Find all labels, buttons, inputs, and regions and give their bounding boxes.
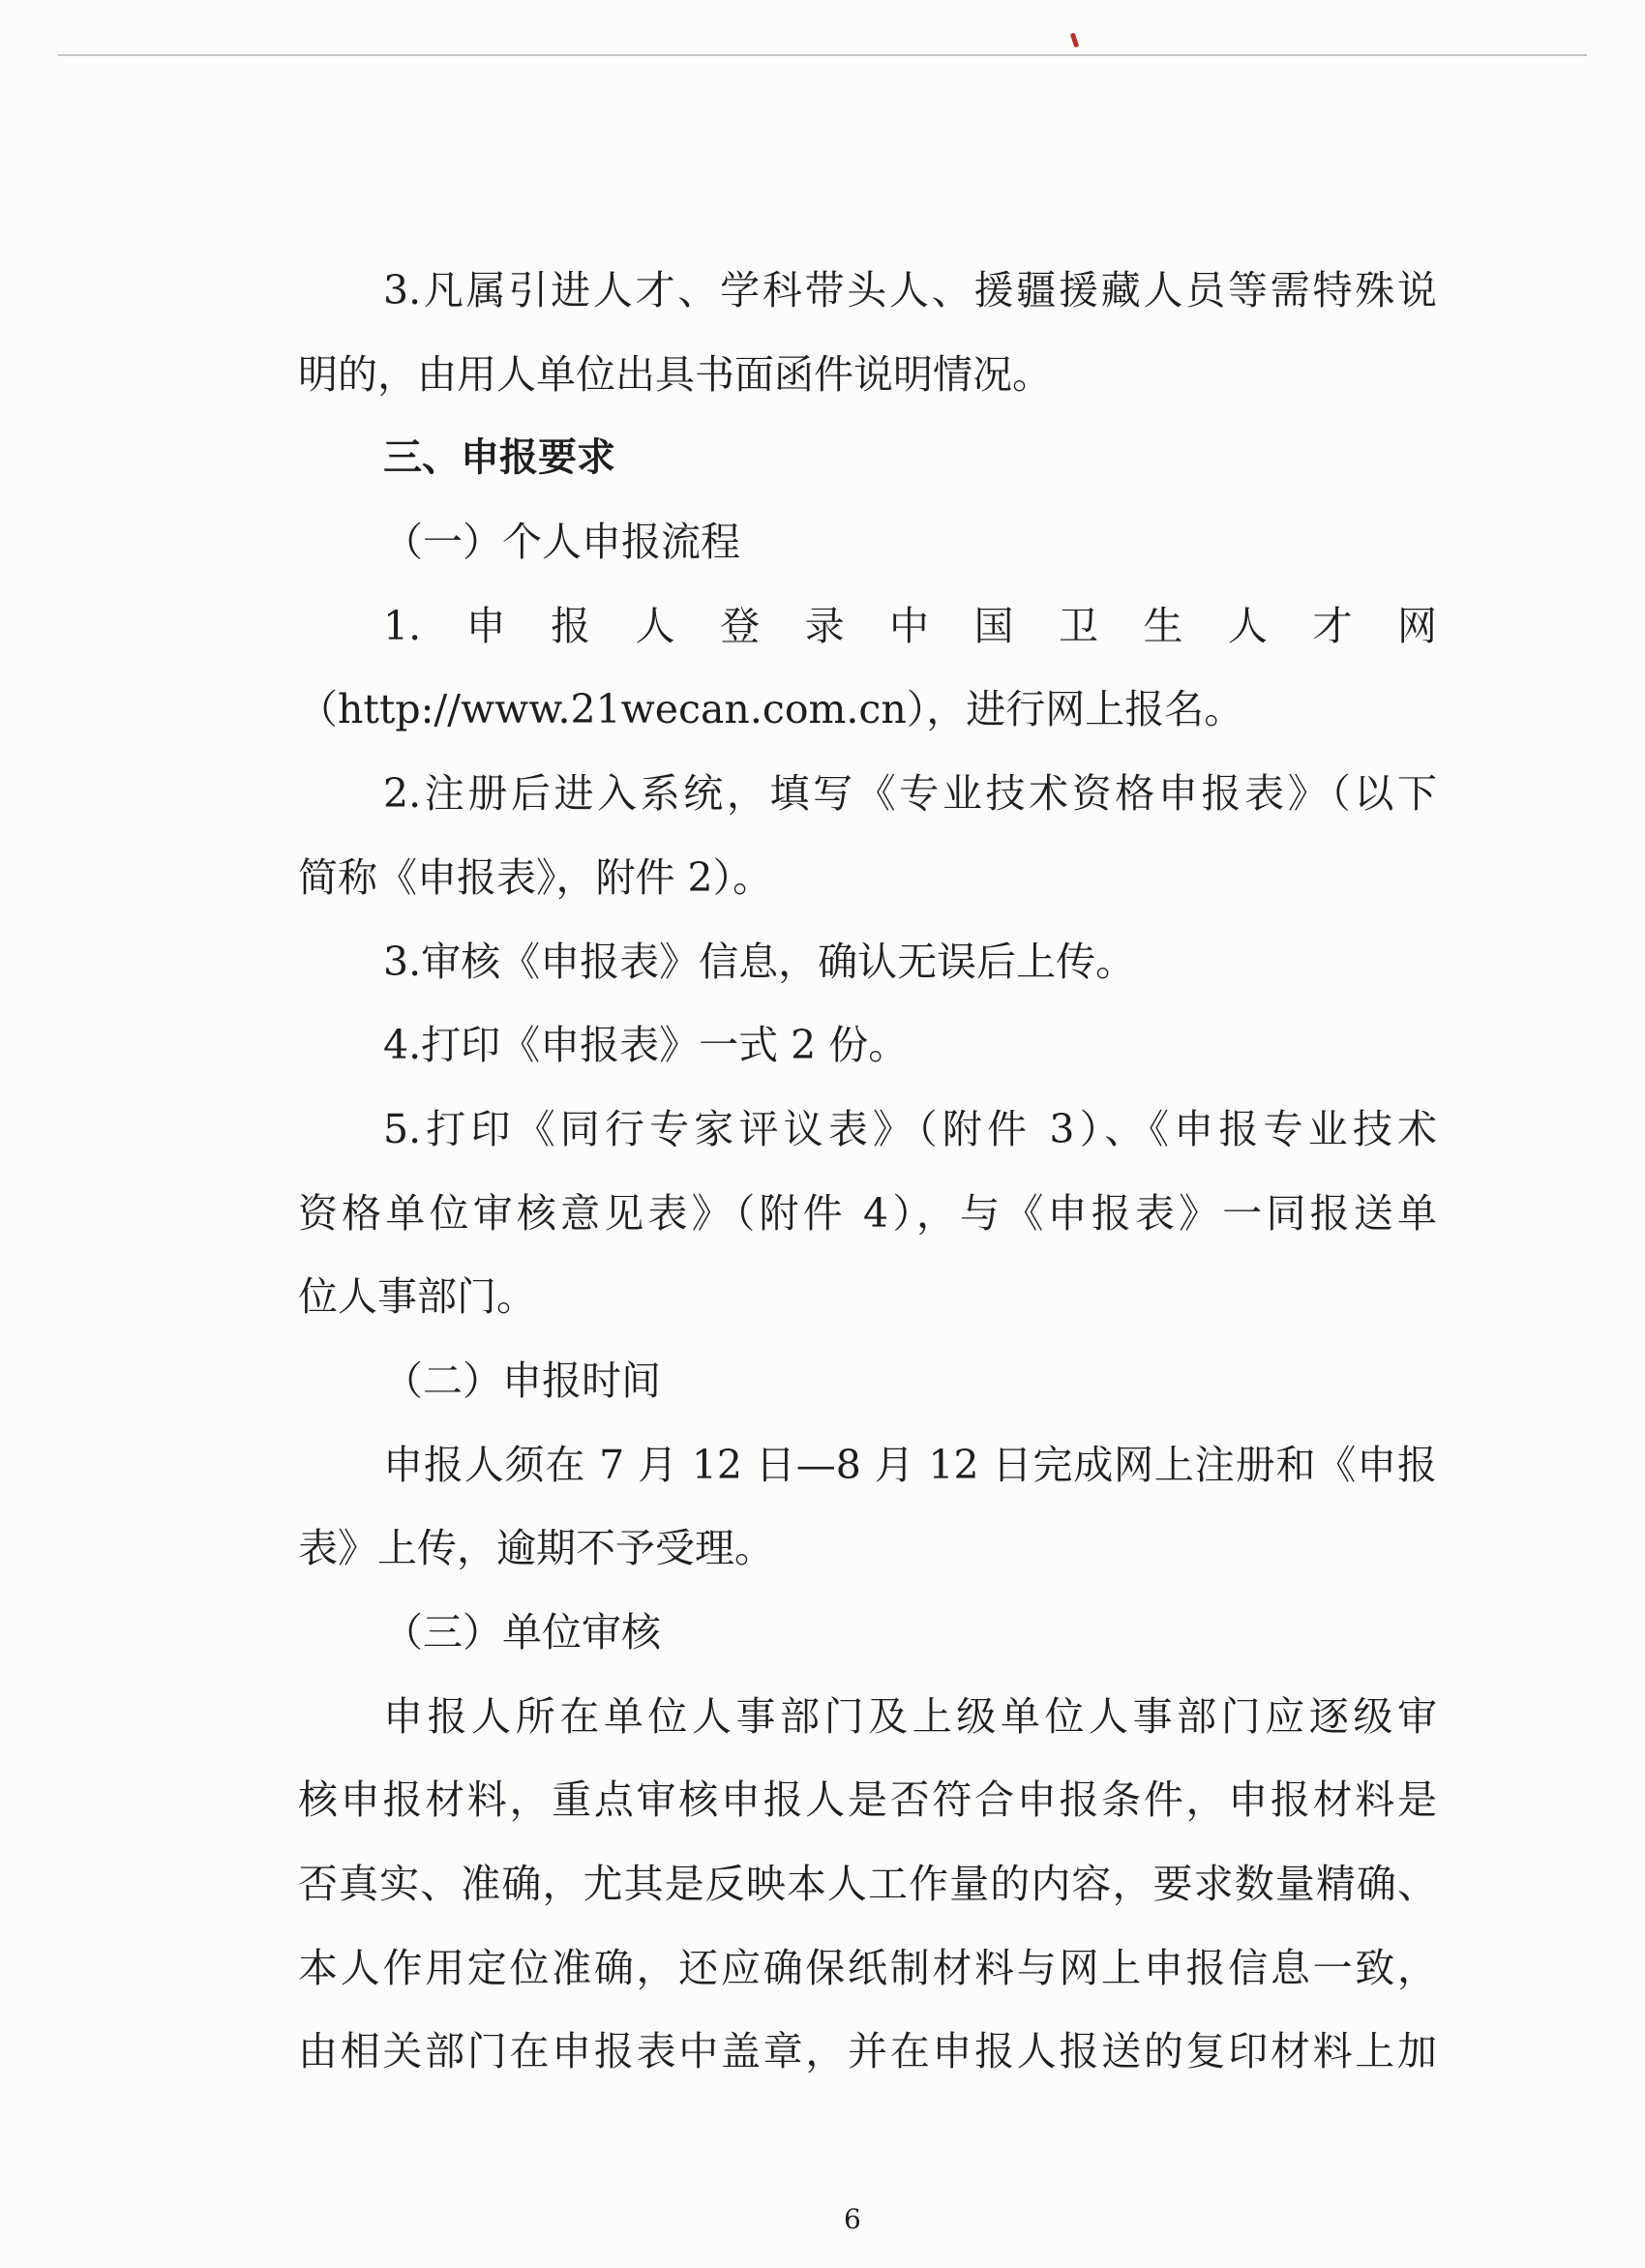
header-rule (58, 54, 1587, 56)
page-number: 6 (844, 2203, 861, 2235)
text-line: 3.凡属引进人才、学科带头人、援疆援藏人员等需特殊说 (383, 267, 1437, 313)
text-line: 2.注册后进入系统，填写《专业技术资格申报表》（以下 (383, 770, 1437, 818)
text-line: 4.打印《申报表》一式 2 份。 (383, 1022, 909, 1069)
text-line: 明的，由用人单位出具书面函件说明情况。 (298, 350, 1052, 398)
step-3 (298, 920, 1437, 1004)
text-line: 1.申报人登录中国卫生人才网 (383, 602, 1437, 649)
step-1 (298, 584, 1437, 752)
text-line: 3.审核《申报表》信息，确认无误后上传。 (383, 938, 1136, 985)
step-4 (298, 1003, 1437, 1088)
scan-mark (1070, 33, 1079, 48)
paragraph-item-3-special-cases (298, 249, 1437, 416)
text-line: 本人作用定位准确，还应确保纸制材料与网上申报信息一致， (298, 1944, 1437, 1991)
subsection-title-time: （二）申报时间 (383, 1357, 661, 1404)
text-line: 申报人所在单位人事部门及上级单位人事部门应逐级审 (383, 1692, 1437, 1740)
text-line: （http://www.21wecan.com.cn），进行网上报名。 (298, 686, 1244, 733)
text-line: 表》上传，逾期不予受理。 (298, 1525, 774, 1572)
text-line: 资格单位审核意见表》（附件 4），与《申报表》一同报送单 (298, 1189, 1437, 1237)
text-line: 否真实、准确，尤其是反映本人工作量的内容，要求数量精确、 (298, 1861, 1437, 1908)
step-5 (298, 1088, 1437, 1339)
paragraph-unit-review (298, 1675, 1437, 2094)
step-2 (298, 752, 1437, 919)
text-line: 5.打印《同行专家评议表》（附件 3）、《申报专业技术 (383, 1105, 1437, 1152)
text-line: 由相关部门在申报表中盖章，并在申报人报送的复印材料上加 (298, 2028, 1437, 2075)
document-body (298, 249, 1437, 2094)
text-line: 位人事部门。 (298, 1273, 536, 1321)
subsection-title-unit-review: （三）单位审核 (383, 1609, 661, 1656)
text-line: 申报人须在 7 月 12 日—8 月 12 日完成网上注册和《申报 (383, 1441, 1437, 1488)
text-line: 核申报材料，重点审核申报人是否符合申报条件，申报材料是 (298, 1776, 1437, 1824)
text-line: 简称《申报表》，附件 2）。 (298, 853, 773, 901)
paragraph-application-time (298, 1423, 1437, 1591)
subsection-title-personal-process: （一）个人申报流程 (383, 519, 740, 566)
section-heading: 三、申报要求 (383, 435, 615, 481)
